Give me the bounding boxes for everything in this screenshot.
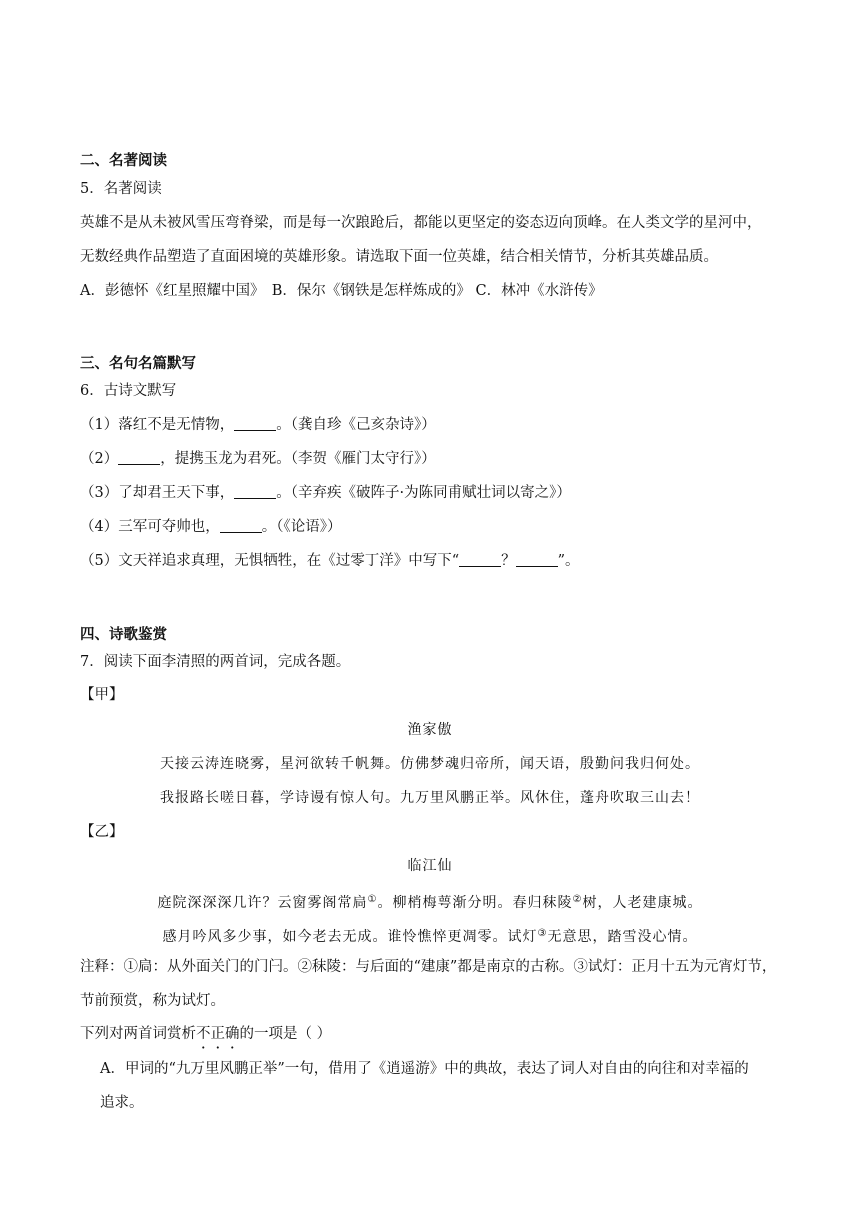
emphasis-dot-char: 确 (225, 1026, 240, 1042)
recitation-item-5: （5）文天祥追求真理，无惧牺牲，在《过零丁洋》中写下“ ？ ”。 (80, 553, 580, 569)
emphasis-dot-char: 正 (210, 1026, 225, 1042)
question-6-title: 6．古诗文默写 (80, 383, 177, 399)
poem-2-line-1: 庭院深深深几许？云窗雾阁常扃①。柳梢梅萼渐分明。春归秣陵②树，人老建康城。 (157, 894, 703, 911)
section-heading-3: 三、名句名篇默写 (80, 356, 196, 372)
poem-1-line-1: 天接云涛连晓雾，星河欲转千帆舞。仿佛梦魂归帝所，闻天语，殷勤问我归何处。 (160, 756, 700, 772)
recitation-item-2: （2） ，提携玉龙为君死。（李贺《雁门太守行》） (80, 451, 436, 467)
option-a-line-2: 追求。 (100, 1095, 144, 1111)
annotation-line-2: 节前预赏，称为试灯。 (80, 993, 225, 1009)
answer-blank (516, 552, 558, 567)
question-5-paragraph-line-2: 无数经典作品塑造了直面困境的英雄形象。请选取下面一位英雄，结合相关情节，分析其英雄品质。 (80, 249, 718, 265)
answer-blank (234, 416, 276, 431)
answer-blank (459, 552, 501, 567)
question-7-title: 7．阅读下面李清照的两首词，完成各题。 (80, 654, 351, 670)
question-5-title: 5．名著阅读 (80, 181, 162, 197)
annotation-line-1: 注释：①扃：从外面关门的门闩。②秣陵：与后面的“建康”都是南京的古称。③试灯：正月十五为元宵灯节， (80, 959, 777, 975)
section-heading-2: 二、名著阅读 (80, 153, 167, 169)
poem-2-line-2: 感月吟风多少事，如今老去无成。谁怜憔悴更凋零。试灯③无意思，踏雪没心情。 (162, 928, 698, 945)
emphasis-dot-char: 不 (196, 1026, 211, 1042)
section-heading-4: 四、诗歌鉴赏 (80, 627, 167, 643)
poem-1-title: 渔家傲 (407, 722, 453, 738)
recitation-item-3: （3）了却君王天下事， 。（辛弃疾《破阵子·为陈同甫赋壮词以寄之》） (80, 485, 571, 501)
poem-label-jia: 【甲】 (80, 687, 124, 703)
answer-blank (118, 450, 160, 465)
question-7-stem: 下列对两首词赏析不正确的一项是（ ） (80, 1026, 332, 1042)
poem-1-line-2: 我报路长嗟日暮，学诗谩有惊人句。九万里风鹏正举。风休住，蓬舟吹取三山去！ (160, 790, 700, 806)
answer-blank (220, 518, 262, 533)
poem-label-yi: 【乙】 (80, 824, 124, 840)
option-a-line-1: A．甲词的“九万里风鹏正举”一句，借用了《逍遥游》中的典故，表达了词人对自由的向往和对幸福的 (100, 1061, 749, 1077)
answer-blank (234, 484, 276, 499)
recitation-item-1: （1）落红不是无情物， 。（龚自珍《己亥杂诗》） (80, 417, 436, 433)
question-5-paragraph-line-1: 英雄不是从未被风雪压弯脊梁，而是每一次踉跄后，都能以更坚定的姿态迈向顶峰。在人类文学的星河中， (80, 215, 762, 231)
question-5-options: A．彭德怀《红星照耀中国》 B．保尔《钢铁是怎样炼成的》 C．林冲《水浒传》 (80, 283, 603, 299)
recitation-item-4: （4）三军可夺帅也， 。（《论语》） (80, 519, 342, 535)
poem-2-title: 临江仙 (407, 858, 453, 874)
